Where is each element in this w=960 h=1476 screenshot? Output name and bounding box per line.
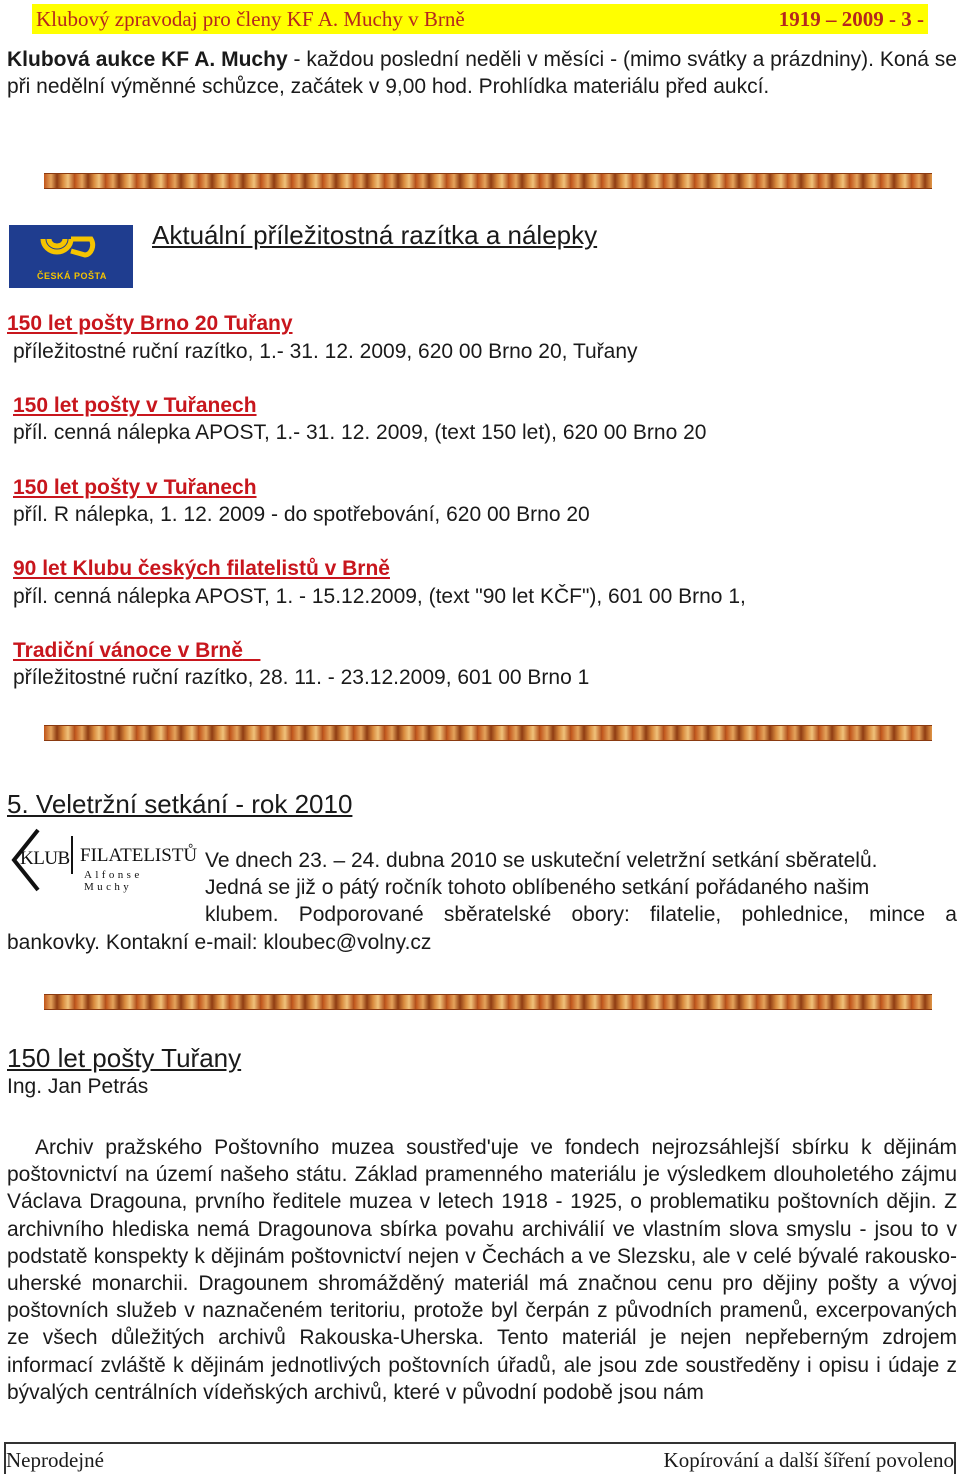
footer-left: Neprodejné: [6, 1448, 104, 1472]
postmark-item-2-detail: příl. cenná nálepka APOST, 1.- 31. 12. 2009, (text 150 let), 620 00 Brno 20: [13, 421, 707, 444]
logo-word-mucha: Alfonse Muchy: [84, 869, 143, 893]
postmark-item-4-head: 90 let Klubu českých filatelistů v Brně: [13, 557, 390, 580]
auction-paragraph: [7, 46, 957, 100]
postmarks-heading: Aktuální příležitostná razítka a nálepky: [152, 220, 598, 250]
page-header: [32, 4, 928, 34]
postmark-item-2-head: 150 let pošty v Tuřanech: [13, 394, 257, 417]
header-page-number: 1919 – 2009 - 3 -: [778, 7, 924, 31]
postmark-item-1-head: 150 let pošty Brno 20 Tuřany: [7, 312, 293, 335]
postmark-item-4-detail: příl. cenná nálepka APOST, 1. - 15.12.2009, (text "90 let KČF"), 601 00 Brno 1,: [13, 585, 746, 608]
article-body: Archiv pražského Poštovního muzea soustřed'uje ve fondech nejrozsáhlejší sbírku k dějinám poštovnictví na území našeho státu. Základ pramenného materiálu je výsledkem dlouholetého zájmu Václava Dragouna, prvního ředitele muzea v letech 1918 - 1925, o problematiku poštovních dějin. Z archivního hlediska nemá Dragounova sbírka povahu archiválií ve vlastním slova smyslu - jsou to v podstatě konspekty k dějinám poštovnictví nejen v Čechách a ve Slezsku, ale v celé bývalé rakousko-uherské monarchii. Dragounem shromážděný materiál má značnou cenu pro dějiny pošty a vývoj poštovních služeb v naznačeném teritoriu, protože byl čerpán z původních pramenů, excerpovaných ze všech důležitých archivů Rakouska-Uherska. Tento materiál je nejen nepřeberným zdrojem informací zvláště k dějinám jednotlivých poštovních úřadů, ale jsou zde soustředěny i opisu i údaje z bývalých centrálních vídeňských archivů, které v původní podobě jsou nám: [7, 1136, 957, 1404]
postmark-item-3-detail: příl. R nálepka, 1. 12. 2009 - do spotřebování, 620 00 Brno 20: [13, 503, 590, 526]
logo-text: ČESKÁ POŠTA: [37, 271, 107, 281]
klub-filatelistu-logo: [8, 826, 198, 896]
fair-line-4: bankovky. Kontakní e-mail: kloubec@volny.cz: [7, 931, 432, 954]
ornamental-divider: [44, 173, 932, 189]
logo-word-filatelistu: FILATELISTŮ: [80, 845, 198, 866]
article-title: 150 let pošty Tuřany: [7, 1043, 242, 1073]
fair-line-2: Jedná se již o pátý ročník tohoto oblíbeného setkání pořádaného našim: [205, 876, 870, 899]
ornamental-divider: [44, 994, 932, 1010]
article-author: Ing. Jan Petrás: [7, 1075, 149, 1098]
auction-text: - každou poslední neděli v měsíci - (mimo svátky a prázdniny). Koná se při nedělní výměnné schůzce, začátek v 9,00 hod. Prohlídka materiálu před aukcí.: [7, 48, 957, 98]
postmark-item-5-detail: příležitostné ruční razítko, 28. 11. - 23.12.2009, 601 00 Brno 1: [13, 666, 590, 689]
postmark-item-3-head: 150 let pošty v Tuřanech: [13, 476, 257, 499]
logo-word-klub: KLUB: [20, 848, 70, 869]
page-footer: [4, 1442, 956, 1474]
ceska-posta-logo: [9, 225, 133, 288]
auction-title: Klubová aukce KF A. Muchy: [7, 48, 288, 71]
fair-heading: 5. Veletržní setkání - rok 2010: [7, 789, 353, 819]
footer-right: Kopírování a další šíření povoleno: [663, 1448, 954, 1472]
postmark-item-5-head: [13, 639, 260, 663]
fair-line-1: Ve dnech 23. – 24. dubna 2010 se uskuteční veletržní setkání sběratelů.: [205, 849, 878, 872]
fair-line-3: klubem. Podporované sběratelské obory: filatelie, pohlednice, mince a: [205, 903, 957, 926]
ornamental-divider: [44, 725, 932, 741]
postmark-item-5-head-text: Tradiční vánoce v Brně: [13, 639, 243, 662]
header-title: Klubový zpravodaj pro členy KF A. Muchy v Brně: [36, 7, 465, 31]
postmark-item-1-detail: příležitostné ruční razítko, 1.- 31. 12. 2009, 620 00 Brno 20, Tuřany: [13, 340, 638, 363]
